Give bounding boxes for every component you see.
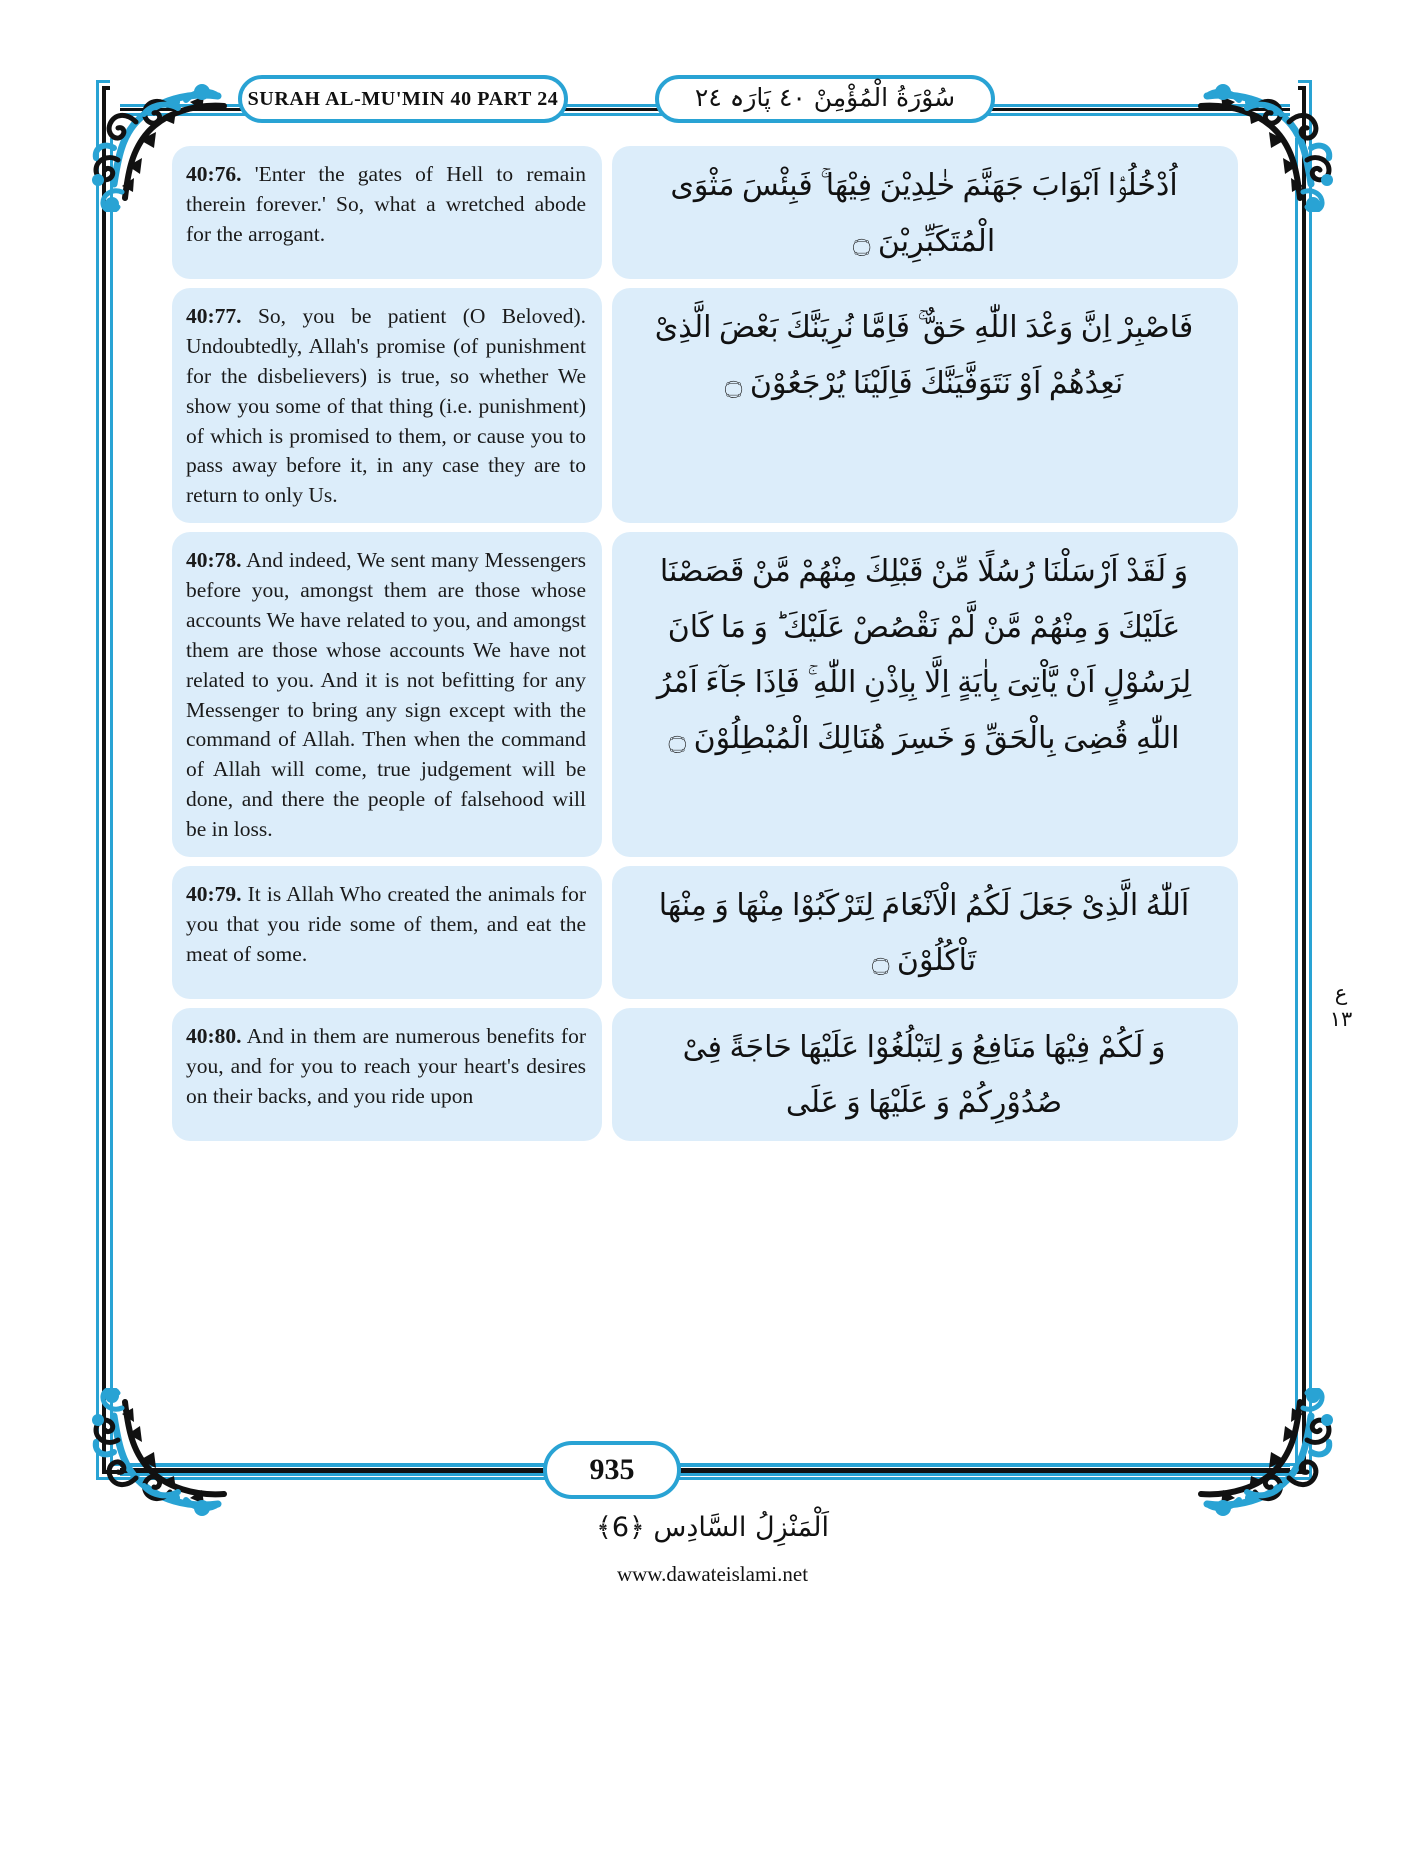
verse-translation-text: 'Enter the gates of Hell to remain therein forever.' So, what a wretched abode for the arrogant. [186, 162, 587, 246]
verse-row [172, 1008, 1238, 1141]
verse-arabic-panel: فَاصْبِرْ اِنَّ وَعْدَ اللّٰهِ حَقٌّ ۚ فَاِمَّا نُرِیَنَّكَ بَعْضَ الَّذِیْ نَعِدُهُمْ اَوْ نَتَوَفَّیَنَّكَ فَاِلَیْنَا یُرْجَعُوْنَ ۝ [612, 288, 1238, 523]
verse-row [172, 146, 1238, 279]
page-number-text: 935 [589, 1453, 635, 1486]
verse-translation-panel [172, 288, 602, 523]
surah-title-left [238, 75, 568, 123]
manzil-label: اَلْمَنْزِلُ السَّادِس ﴿6﴾ [595, 1512, 830, 1543]
verse-number: 40:77. [186, 304, 242, 328]
verse-arabic-panel: وَ لَقَدْ اَرْسَلْنَا رُسُلًا مِّنْ قَبْلِكَ مِنْهُمْ مَّنْ قَصَصْنَا عَلَیْكَ وَ مِنْهُمْ مَّنْ لَّمْ نَقْصُصْ عَلَیْكَ ؕ وَ مَا كَانَ لِرَسُوْلٍ اَنْ یَّاْتِیَ بِاٰیَةٍ اِلَّا بِاِذْنِ اللّٰهِ ۚ فَاِذَا جَآءَ اَمْرُ اللّٰهِ قُضِیَ بِالْحَقِّ وَ خَسِرَ هُنَالِكَ الْمُبْطِلُوْنَ ۝ [612, 532, 1238, 857]
verse-arabic-panel: اَللّٰهُ الَّذِیْ جَعَلَ لَكُمُ الْاَنْعَامَ لِتَرْكَبُوْا مِنْهَا وَ مِنْهَا تَاْكُلُوْنَ ۝ [612, 866, 1238, 999]
surah-title-left-text: SURAH AL-MU'MIN 40 PART 24 [247, 87, 559, 110]
ruku-number: ١٣ [1329, 1007, 1353, 1032]
verse-translation-text: And in them are numerous benefits for you, and for you to reach your heart's desires on their backs, and you ride upon [186, 1023, 586, 1108]
page-number-badge [543, 1441, 681, 1499]
verse-translation-panel [172, 866, 602, 999]
verse-translation-text: So, you be patient (O Beloved). Undoubtedly, Allah's promise (of punishment for the disbelievers) is true, so whether We show you some of that thing (i.e. punishment) of which is promised to them, or cause you to pass away before it, in any case they are to return to only Us. [186, 304, 586, 508]
verse-number: 40:79. [186, 881, 242, 906]
verse-row [172, 866, 1238, 999]
verse-translation-panel [172, 146, 602, 279]
verse-row [172, 288, 1238, 523]
surah-title-right-text: سُوْرَةُ الْمُؤْمِنْ ٤٠ پَارَہ ٢٤ [694, 82, 956, 112]
verse-number: 40:76. [186, 162, 242, 186]
verses-container [172, 146, 1238, 1431]
verse-translation-text: And indeed, We sent many Messengers before you, amongst them are those whose accounts We have related to you, and amongst them are those whose accounts We have not related to you. And it is not befitting for any Messenger to bring any sign except with the command of Allah. Then when the command of Allah will come, true judgement will be done, and there the people of falsehood will be in loss. [186, 548, 586, 841]
verse-row [172, 532, 1238, 857]
verse-translation-text: It is Allah Who created the animals for you that you ride some of them, and eat the meat of some. [186, 881, 586, 966]
verse-arabic-panel: وَ لَكُمْ فِیْهَا مَنَافِعُ وَ لِتَبْلُغُوْا عَلَیْهَا حَاجَةً فِیْ صُدُوْرِكُمْ وَ عَلَیْهَا وَ عَلَى [612, 1008, 1238, 1141]
verse-translation-panel [172, 532, 602, 857]
verse-number: 40:78. [186, 548, 242, 573]
ruku-symbol: ع [1334, 981, 1348, 1005]
website-url: www.dawateislami.net [616, 1562, 809, 1586]
verse-arabic-panel: اُدْخُلُوْۤا اَبْوَابَ جَهَنَّمَ خٰلِدِیْنَ فِیْهَا ۚ فَبِئْسَ مَثْوَى الْمُتَكَبِّرِیْنَ ۝ [612, 146, 1238, 279]
ruku-marker [1318, 980, 1364, 1033]
footer-rule-lines [120, 1464, 1290, 1476]
surah-title-right-arabic [655, 75, 995, 123]
verse-number: 40:80. [186, 1023, 242, 1048]
verse-translation-panel [172, 1008, 602, 1141]
